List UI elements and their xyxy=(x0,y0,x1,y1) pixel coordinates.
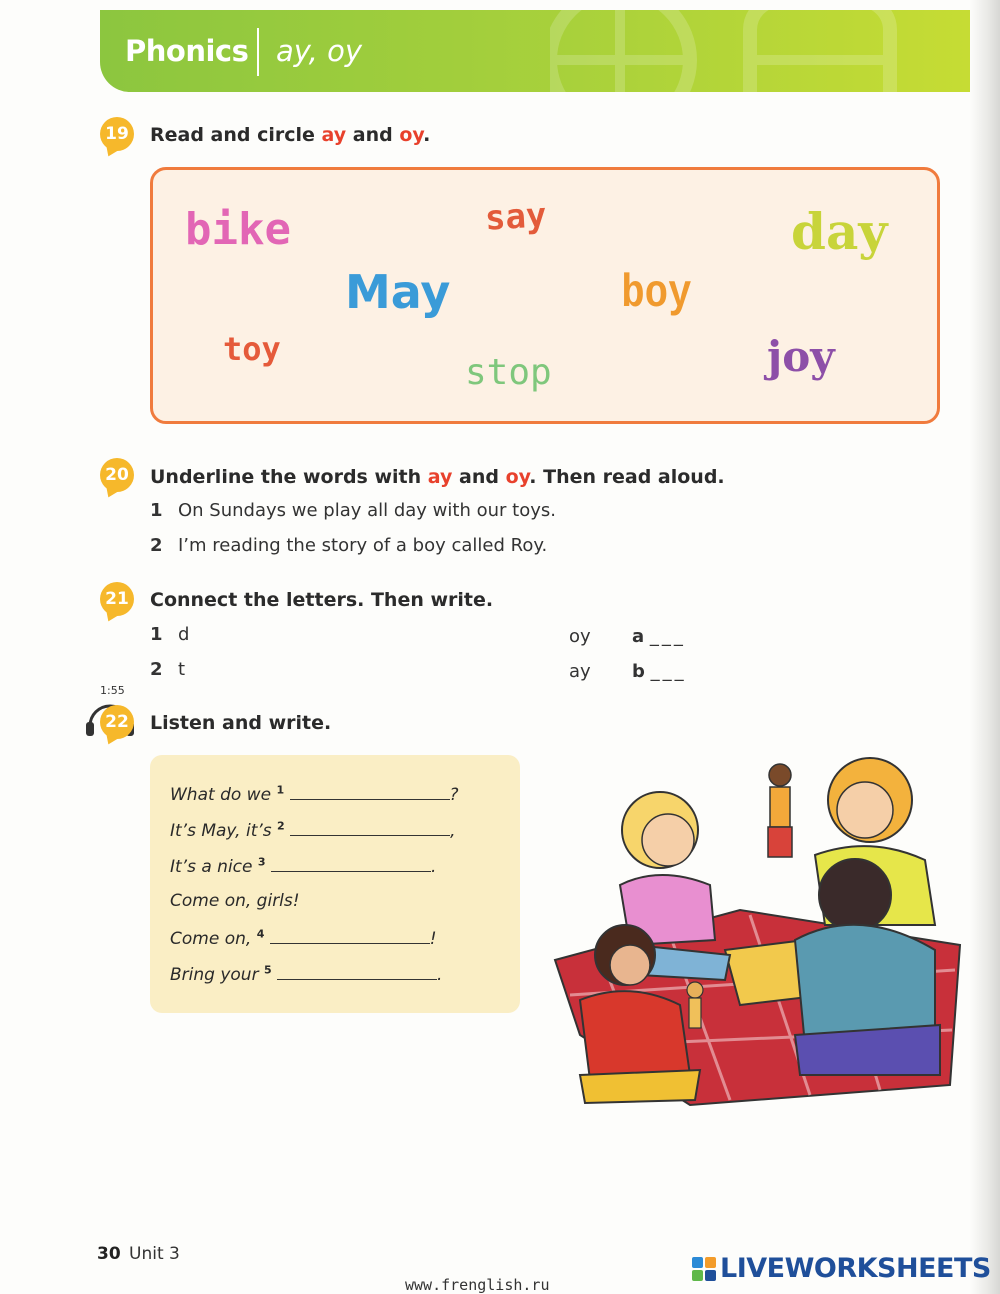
word-boy[interactable]: boy xyxy=(621,268,692,320)
lyric-text: Come on, xyxy=(170,929,257,949)
answer-blank-2[interactable] xyxy=(290,819,450,836)
lyric-line-1 xyxy=(170,783,459,805)
start-letter: t xyxy=(178,659,186,680)
word-day[interactable]: day xyxy=(791,202,888,261)
answer-blank-3[interactable] xyxy=(271,855,431,872)
brand-logo-icon xyxy=(692,1257,716,1281)
instruction-text: . xyxy=(423,124,431,146)
answer-blank[interactable]: ___ xyxy=(650,661,687,682)
instruction-text: Read and circle xyxy=(150,124,322,146)
instruction-text: and xyxy=(452,466,506,488)
page-edge xyxy=(970,0,1000,1294)
sentence-number: 1 xyxy=(150,500,163,521)
lyric-punct: , xyxy=(450,821,456,841)
sentence-text: I’m reading the story of a boy called Roy. xyxy=(178,535,548,556)
ay-highlight: ay xyxy=(321,124,347,146)
start-letter: d xyxy=(178,624,190,645)
answer-label: a xyxy=(632,626,645,647)
word-toy[interactable]: toy xyxy=(223,330,281,368)
lyric-punct: ! xyxy=(429,929,437,949)
source-url: www.frenglish.ru xyxy=(405,1276,550,1294)
word-joy[interactable]: joy xyxy=(767,332,835,381)
answer-blank-5[interactable] xyxy=(277,963,437,980)
header-title: Phonics xyxy=(125,34,249,68)
lyric-punct: . xyxy=(430,857,437,877)
lyric-punct: . xyxy=(437,965,443,985)
exercise-21-badge: 21 xyxy=(100,582,134,616)
lyric-line-6 xyxy=(170,963,442,985)
connect-row-2-ending[interactable]: ay xyxy=(569,661,591,682)
word-bike[interactable]: bike xyxy=(185,204,291,255)
exercise-21-instruction: Connect the letters. Then write. xyxy=(150,589,494,611)
sentence-1[interactable] xyxy=(150,500,556,521)
lyric-punct: ? xyxy=(449,785,459,805)
connect-row-1-ending[interactable]: oy xyxy=(569,626,591,647)
exercise-22-badge: 22 xyxy=(100,705,134,739)
sentence-number: 2 xyxy=(150,535,163,556)
blank-number: 1 xyxy=(276,783,285,797)
connect-row-1-left[interactable] xyxy=(150,624,189,645)
answer-blank-4[interactable] xyxy=(270,927,430,944)
row-number: 1 xyxy=(150,624,163,645)
word-say[interactable]: say xyxy=(483,195,548,239)
liveworksheets-logo[interactable] xyxy=(692,1253,991,1284)
exercise-19-badge: 19 xyxy=(100,117,134,151)
exercise-20-instruction xyxy=(150,466,725,488)
row-number: 2 xyxy=(150,659,163,680)
lyric-line-3 xyxy=(170,855,436,877)
blank-number: 4 xyxy=(256,927,265,941)
blank-number: 3 xyxy=(257,855,266,869)
lyric-line-2 xyxy=(170,819,456,841)
exercise-22-instruction: Listen and write. xyxy=(150,712,332,734)
answer-a[interactable] xyxy=(632,626,686,647)
instruction-text: . Then read aloud. xyxy=(529,466,725,488)
blank-number: 5 xyxy=(263,963,272,977)
lyric-text: Bring your xyxy=(170,965,264,985)
brand-text: LIVEWORKSHEETS xyxy=(720,1253,991,1284)
oy-highlight: oy xyxy=(399,124,424,146)
page-number: 30 xyxy=(97,1244,121,1264)
lyric-line-5 xyxy=(170,927,437,949)
instruction-text: and xyxy=(346,124,400,146)
ay-highlight: ay xyxy=(427,466,453,488)
lyric-text: What do we xyxy=(170,785,277,805)
phonics-header xyxy=(100,10,970,92)
word-box xyxy=(150,167,940,424)
blank-number: 2 xyxy=(277,819,285,833)
lyric-text: It’s a nice xyxy=(170,857,258,877)
oy-highlight: oy xyxy=(505,466,530,488)
answer-blank[interactable]: ___ xyxy=(649,626,686,647)
song-lyrics-box xyxy=(150,755,520,1013)
lyric-text: Come on, girls! xyxy=(170,891,300,911)
exercise-20-badge: 20 xyxy=(100,458,134,492)
exercise-19-instruction xyxy=(150,124,430,146)
connect-row-2-left[interactable] xyxy=(150,659,185,680)
sentence-2[interactable] xyxy=(150,535,547,556)
answer-blank-1[interactable] xyxy=(290,783,450,800)
children-playing-illustration xyxy=(540,755,970,1130)
word-may[interactable]: May xyxy=(345,265,451,319)
lyric-text: It’s May, it’s xyxy=(170,821,278,841)
instruction-text: Underline the words with xyxy=(150,466,428,488)
answer-label: b xyxy=(632,661,645,682)
header-divider xyxy=(257,28,259,76)
lyric-line-4 xyxy=(170,891,300,911)
unit-label: Unit 3 xyxy=(129,1244,180,1264)
sentence-text: On Sundays we play all day with our toys. xyxy=(178,500,556,521)
header-subtitle: ay, oy xyxy=(276,34,363,68)
answer-b[interactable] xyxy=(632,661,687,682)
word-stop[interactable]: stop xyxy=(465,352,552,393)
globe-decoration xyxy=(550,10,930,92)
audio-track-time: 1:55 xyxy=(100,684,125,697)
